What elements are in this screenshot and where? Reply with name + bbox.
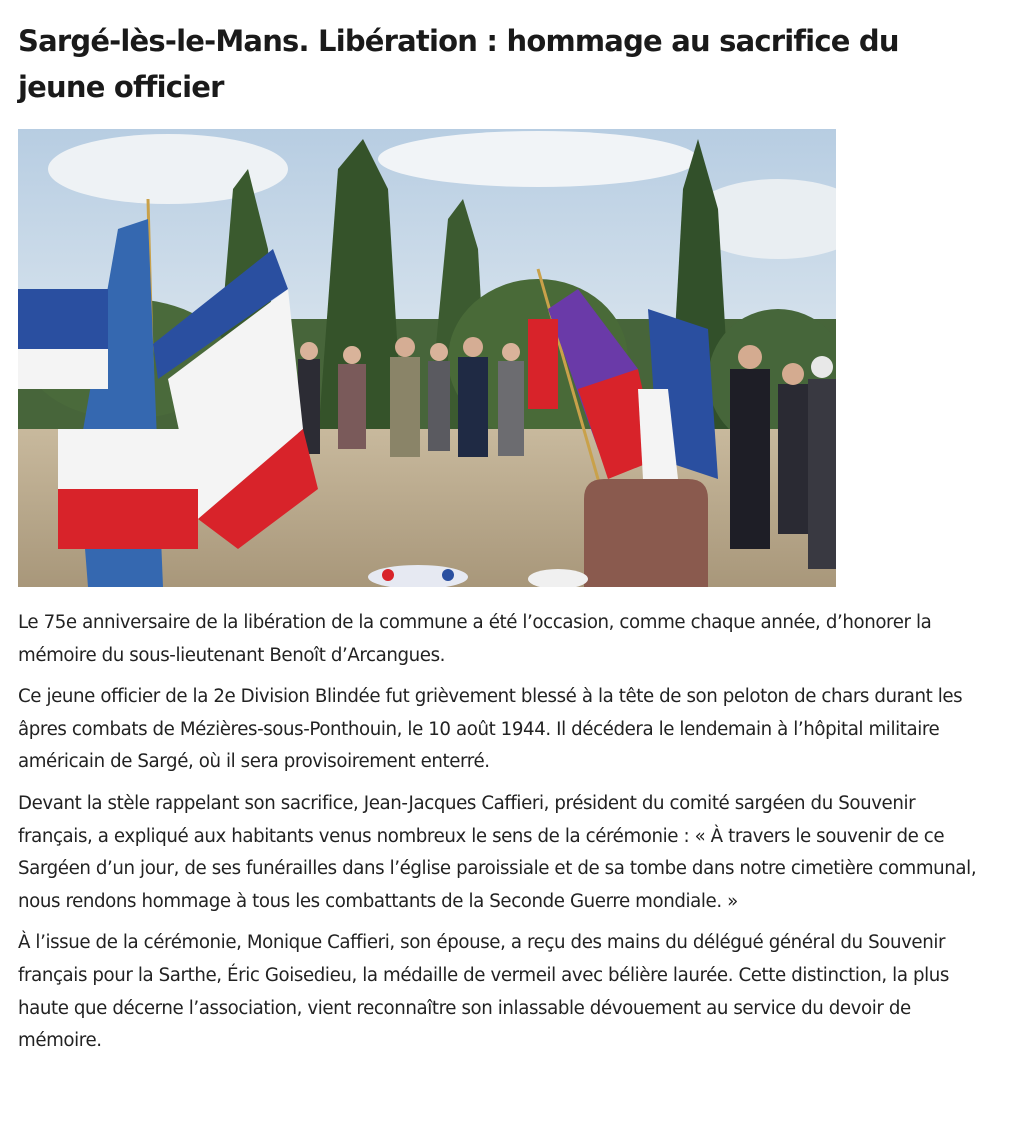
article-paragraph: Devant la stèle rappelant son sacrifice, Jean-Jacques Caffieri, président du comité sargéen du Souvenir français, a expliqué aux habitants venus nombreux le sens de la cérémonie : « À travers le souvenir de ce Sargéen d’un jour, de ses funérailles dans l’église paroissiale et de sa tombe dans notre cimetière communal, nous rendons hommage à tous les combattants de la Seconde Guerre mondiale. » — [18, 792, 977, 912]
article-photo — [18, 129, 836, 587]
article — [18, 18, 993, 1067]
article-paragraph: À l’issue de la cérémonie, Monique Caffieri, son épouse, a reçu des mains du délégué général du Souvenir français pour la Sarthe, Éric Goisedieu, la médaille de vermeil avec bélière laurée. Cette distinction, la plus haute que décerne l’association, vient reconnaître son inlassable dévouement au service du devoir de mémoire. — [18, 932, 949, 1052]
flower — [382, 569, 394, 581]
article-body — [18, 607, 993, 1058]
cloud — [378, 131, 698, 187]
article-paragraph: Le 75e anniversaire de la libération de la commune a été l’occasion, comme chaque année, d’honorer la mémoire du sous-lieutenant Benoît d’Arcangues. — [18, 612, 932, 666]
stele — [584, 479, 708, 587]
article-title: Sargé-lès-le-Mans. Libération : hommage au sacrifice du jeune officier — [18, 24, 899, 104]
article-paragraph: Ce jeune officier de la 2e Division Blindée fut grièvement blessé à la tête de son peloton de chars durant les âpres combats de Mézières-sous-Ponthouin, le 10 août 1944. Il décédera le lendemain à l’hôpital militaire américain de Sargé, où il sera provisoirement enterré. — [18, 686, 963, 773]
flower — [442, 569, 454, 581]
ceremony-photo-illustration — [18, 129, 836, 587]
